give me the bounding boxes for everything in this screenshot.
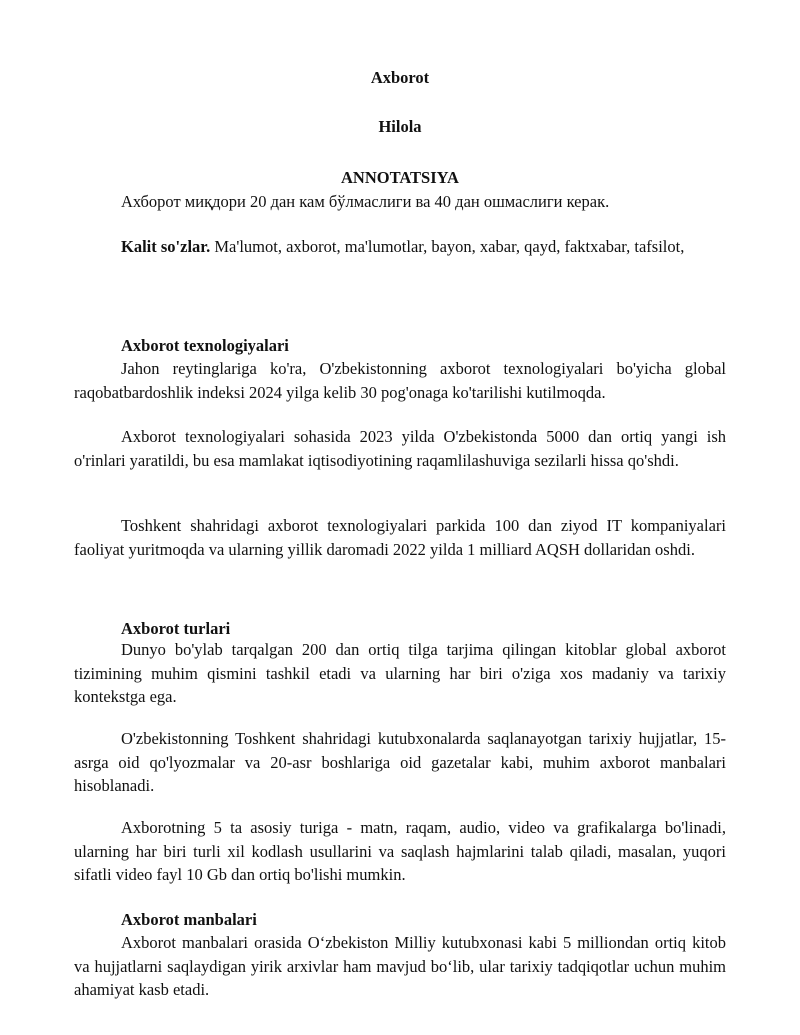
paragraph: Axborot manbalari orasida O‘zbekiston Milliy kutubxonasi kabi 5 milliondan ortiq kitob va hujjatlarni saqlaydigan yirik arxivlar ham mavjud bo‘lib, ular tarixiy tadqiqotlar uchun muhim ahamiyat kasb etadi. (74, 933, 726, 999)
annotation-text: Ахборот миқдори 20 дан кам бўлмаслиги ва 40 дан ошмаслиги керак. (121, 192, 610, 211)
paragraph: Axborotning 5 ta asosiy turiga - matn, raqam, audio, video va grafikalarga bo'linadi, ularning har biri turli xil kodlash usullarini va saqlash hajmlarini talab qiladi, masalan, yuqori sifatli video fayl 10 Gb dan ortiq bo'lishi mumkin. (74, 818, 726, 884)
section-heading-types: Axborot turlari (121, 619, 231, 638)
paragraph: O'zbekistonning Toshkent shahridagi kutubxonalarda saqlanayotgan tarixiy hujjatlar, 15-asrga oid qo'lyozmalar va 20-asr boshlariga oid gazetalar kabi, muhim axborot manbalari hisoblanadi. (74, 729, 726, 795)
section-heading-sources: Axborot manbalari (121, 910, 257, 929)
paragraph: Axborot texnologiyalari sohasida 2023 yilda O'zbekistonda 5000 dan ortiq yangi ish o'rinlari yaratildi, bu esa mamlakat iqtisodiyotining raqamlilashuviga sezilarli hissa qo'shdi. (74, 427, 726, 470)
keywords-label: Kalit so'zlar. (121, 237, 211, 256)
keywords-text: Ma'lumot, axborot, ma'lumotlar, bayon, xabar, qayd, faktxabar, tafsilot, (210, 237, 685, 256)
document-title: Axborot (370, 68, 430, 87)
annotation-heading: ANNOTATSIYA (341, 168, 459, 187)
keywords-paragraph (74, 235, 726, 259)
author-name: Hilola (378, 117, 422, 136)
paragraph: Toshkent shahridagi axborot texnologiyalari parkida 100 dan ziyod IT kompaniyalari faoliyat yuritmoqda va ularning yillik daromadi 2022 yilda 1 milliard AQSH dollaridan oshdi. (74, 516, 726, 559)
paragraph: Jahon reytinglariga ko'ra, O'zbekistonning axborot texnologiyalari bo'yicha global raqobatbardoshlik indeksi 2024 yilga kelib 30 pog'onaga ko'tarilishi kutilmoqda. (74, 359, 726, 402)
section-heading-technologies: Axborot texnologiyalari (121, 336, 289, 355)
paragraph: Dunyo bo'ylab tarqalgan 200 dan ortiq tilga tarjima qilingan kitoblar global axborot tizimining muhim qismini tashkil etadi va ularning har biri o'ziga xos madaniy va tarixiy kontekstga ega. (74, 640, 726, 706)
